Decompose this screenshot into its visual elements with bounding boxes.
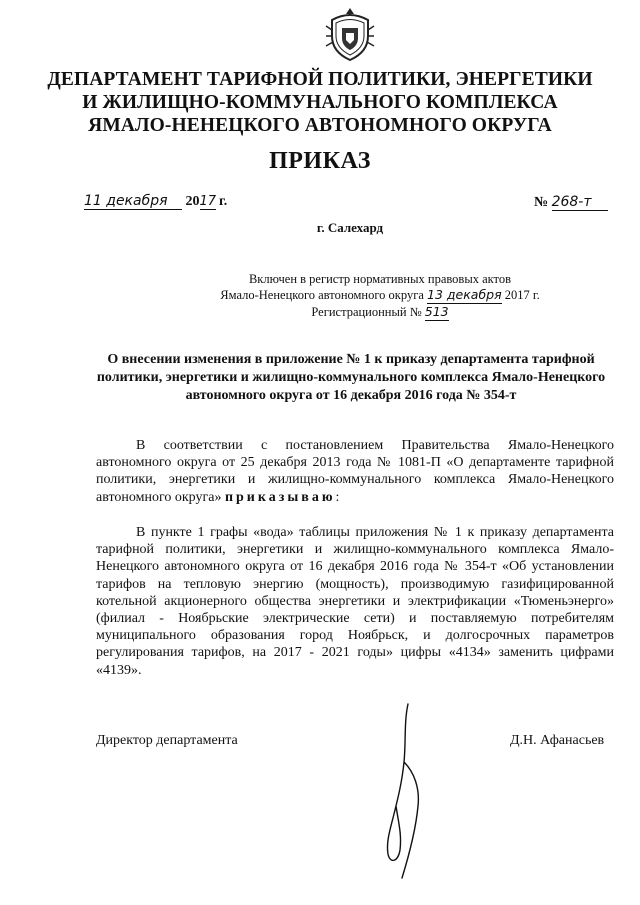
department-title xyxy=(30,68,610,137)
registration-line-1: Включен в регистр нормативных правовых актов xyxy=(248,272,512,286)
registration-stamp xyxy=(200,271,560,321)
order-text: В пункте 1 графы «вода» таблицы приложения № 1 к приказу департамента тарифной политики, энергетики и жилищно-коммунального комплекса Ямало-Ненецкого автономного округа от 16 декабря 2016 года № 354-т «Об установлении тарифов на тепловую энергию (мощность), производимую газифицированной котельной акционерного общества энергетики и электрификации «Тюменьэнерго» (филиал - Ноябрьские электрические сети) и поставляемую потребителям муниципального образования город Ноябрьск, и долгосрочных параметров регулирования тарифов, на 2017 - 2021 годы» цифры «4134» заменить цифрами «4139». xyxy=(96,525,614,678)
preamble-text: В соответствии с постановлением Правительства Ямало-Ненецкого автономного округа от 25 декабря 2013 года № 1081-П «О департаменте тарифной политики, энергетики и жилищно-коммунального комплекса Ямало-Ненецкого автономного округа» xyxy=(96,438,614,505)
handwritten-signature xyxy=(368,702,448,892)
signatory-name: Д.Н. Афанасьев xyxy=(510,733,605,748)
department-title-line-3: ЯМАЛО-НЕНЕЦКОГО АВТОНОМНОГО ОКРУГА xyxy=(88,115,552,136)
handwritten-number: 268-т xyxy=(552,194,608,211)
city: г. Салехард xyxy=(316,220,384,235)
order-paragraph xyxy=(96,524,614,679)
handwritten-date: 11 декабря xyxy=(84,193,182,210)
signatory-title: Директор департамента xyxy=(96,733,238,748)
document-type: ПРИКАЗ xyxy=(269,148,371,174)
coat-of-arms-icon xyxy=(324,6,376,62)
order-word: приказываю xyxy=(224,489,336,505)
order-date xyxy=(84,193,227,210)
preamble-paragraph: В соответствии с постановлением Правительства Ямало-Ненецкого автономного округа от 25 декабря 2013 года № 1081-П «О департаменте тарифной политики, энергетики и жилищно-коммунального комплекса Ямало-Ненецкого автономного округа» приказываю: xyxy=(96,438,614,505)
year-suffix: г. xyxy=(219,194,228,209)
order-number xyxy=(534,194,608,211)
department-title-line-1: ДЕПАРТАМЕНТ ТАРИФНОЙ ПОЛИТИКИ, ЭНЕРГЕТИКИ xyxy=(47,69,593,90)
order-subject: О внесении изменения в приложение № 1 к приказу департамента тарифной политики, энергетики и жилищно-коммунального комплекса Ямало-Ненецкого автономного округа от 16 декабря 2016 года № 354-т xyxy=(96,352,606,403)
handwritten-year: 17 xyxy=(199,194,217,209)
department-title-line-2: И ЖИЛИЩНО-КОММУНАЛЬНОГО КОМПЛЕКСА xyxy=(82,92,558,113)
number-label: № xyxy=(534,195,549,210)
handwritten-registration-number: 513 xyxy=(424,304,449,319)
registration-line-3: Регистрационный № 513 xyxy=(311,304,449,319)
year-prefix: 20 xyxy=(185,194,200,209)
registration-line-2: Ямало-Ненецкого автономного округа 13 декабря 2017 г. xyxy=(220,287,540,302)
handwritten-registration-date: 13 декабря xyxy=(427,287,502,302)
